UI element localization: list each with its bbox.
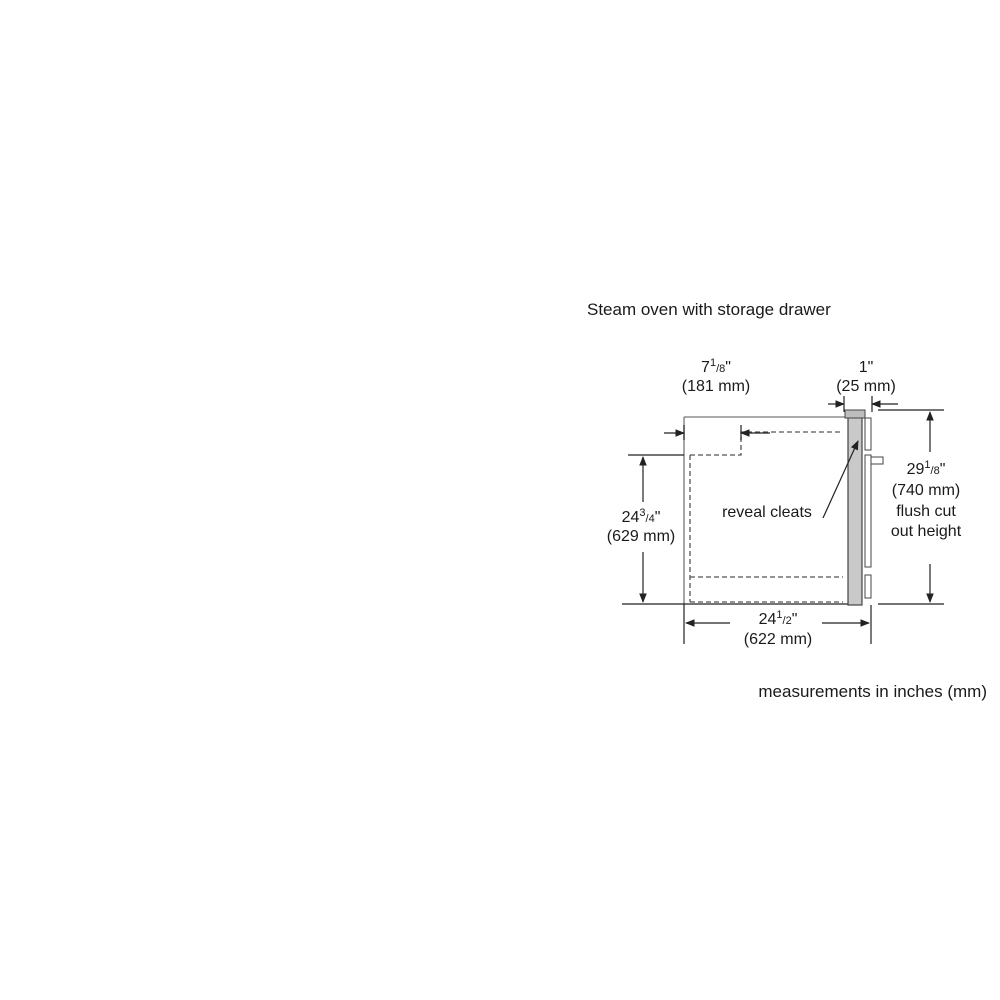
cabinet-depth-metric: (622 mm) — [743, 631, 813, 648]
front-thickness-metric: (25 mm) — [836, 378, 896, 395]
cutout-height-label-2: out height — [890, 523, 962, 540]
cabinet-height-fraction: $24^3_/4$" — [621, 507, 661, 526]
dimension-front-thickness — [828, 359, 898, 412]
cutout-height-label-1: flush cut — [896, 503, 956, 520]
depth-top-metric: (181 mm) — [681, 378, 751, 395]
depth-top-fraction: $7^1_/8$" — [701, 357, 731, 376]
dimension-cabinet-height — [607, 455, 684, 602]
dimension-cabinet-depth — [684, 604, 871, 648]
oven-front-panel — [845, 410, 883, 605]
callout-reveal-cleats — [722, 441, 858, 521]
cutout-height-fraction: $29^1_/8$" — [906, 459, 946, 478]
cabinet-height-metric: (629 mm) — [606, 528, 676, 545]
cutout-height-metric: (740 mm) — [891, 482, 961, 499]
units-note: measurements in inches (mm) — [758, 682, 987, 701]
front-thickness-inch: 1" — [858, 359, 874, 376]
dimension-depth-top — [664, 357, 770, 440]
dimension-cutout-height — [878, 410, 962, 604]
diagram-title: Steam oven with storage drawer — [587, 300, 831, 319]
cabinet-depth-fraction: $24^1_/2$" — [758, 609, 798, 628]
reveal-cleats-label: reveal cleats — [722, 504, 812, 521]
